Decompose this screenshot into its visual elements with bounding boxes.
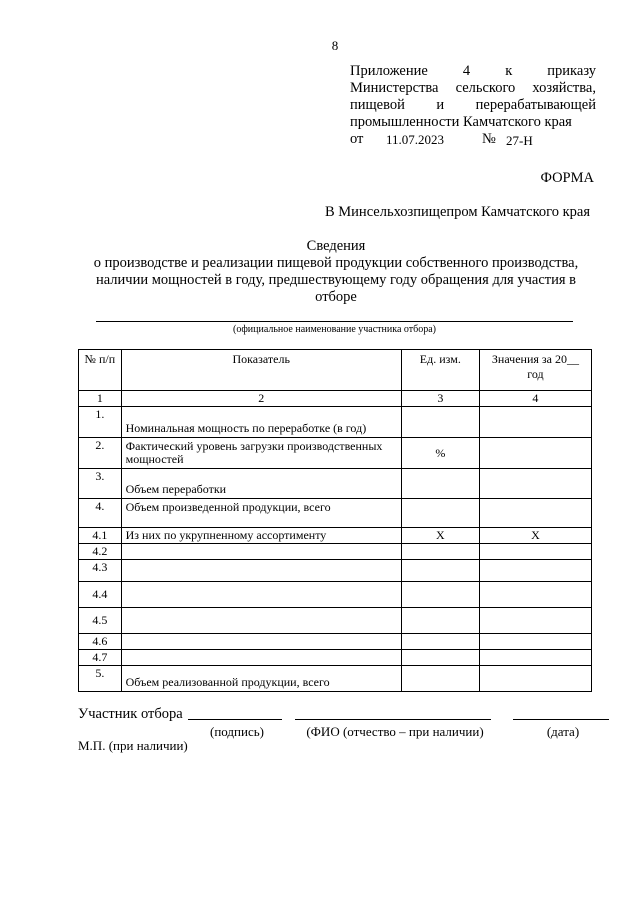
header-value: Значения за 20__ год: [479, 350, 591, 391]
row-unit-cell[interactable]: [401, 650, 479, 666]
row-value-cell[interactable]: [479, 634, 591, 650]
table-row: [79, 608, 592, 634]
order-number: 27-Н: [506, 133, 533, 148]
date-line[interactable]: [513, 719, 609, 720]
row-value-cell[interactable]: [479, 499, 591, 528]
order-number-label: №: [482, 131, 496, 147]
col-number-4: 4: [479, 391, 591, 407]
row-label[interactable]: [121, 650, 401, 666]
row-label: Объем реализованной продукции, всего: [121, 666, 401, 692]
col-number-2: 2: [121, 391, 401, 407]
table-row: [79, 634, 592, 650]
row-value-cell[interactable]: [479, 560, 591, 582]
row-number: 4.2: [79, 544, 122, 560]
signature-caption: (подпись): [210, 724, 264, 739]
header-indicator: Показатель: [121, 350, 401, 391]
table-row: [79, 582, 592, 608]
row-unit-cell[interactable]: [401, 499, 479, 528]
table-row: [79, 544, 592, 560]
row-unit-cell[interactable]: [401, 469, 479, 499]
row-label: Из них по укрупненному ассортименту: [121, 528, 401, 544]
row-value-cell[interactable]: [479, 544, 591, 560]
col-number-3: 3: [401, 391, 479, 407]
row-number: 4.7: [79, 650, 122, 666]
row-value-cell[interactable]: [479, 582, 591, 608]
participant-name-caption: (официальное наименование участника отбора): [232, 324, 436, 335]
header-number: № п/п: [79, 350, 122, 391]
appendix-line-3: пищевой и перерабатывающей: [350, 97, 596, 113]
appendix-line-4: промышленности Камчатского края: [350, 114, 572, 130]
title-line-2: наличии мощностей в году, предшествующему году обращения для участия в: [95, 272, 577, 288]
row-label[interactable]: [121, 634, 401, 650]
row-label[interactable]: [121, 608, 401, 634]
row-unit-cell[interactable]: [401, 608, 479, 634]
title-line-3: отборе: [315, 289, 357, 305]
row-label[interactable]: [121, 582, 401, 608]
order-date-number: [350, 131, 596, 149]
table-row: [79, 438, 592, 469]
row-unit-cell[interactable]: [401, 666, 479, 692]
row-unit-cell[interactable]: [401, 407, 479, 438]
table-numbering-row: [79, 391, 592, 407]
table-row: [79, 407, 592, 438]
form-label: ФОРМА: [540, 170, 594, 186]
row-unit-cell[interactable]: [401, 634, 479, 650]
row-unit-cell[interactable]: Х: [401, 528, 479, 544]
page-number: 8: [331, 38, 339, 53]
document-title: [76, 238, 596, 306]
fio-caption: (ФИО (отчество – при наличии): [306, 724, 484, 739]
row-number: 4.1: [79, 528, 122, 544]
row-number: 2.: [79, 438, 122, 469]
row-unit-cell[interactable]: [401, 544, 479, 560]
order-from-label: от: [350, 131, 364, 147]
row-value-cell[interactable]: [479, 608, 591, 634]
table-row: [79, 650, 592, 666]
row-unit-cell[interactable]: [401, 560, 479, 582]
row-number: 4.3: [79, 560, 122, 582]
title-heading: Сведения: [306, 238, 366, 254]
appendix-block: [350, 63, 596, 149]
row-value-cell[interactable]: [479, 666, 591, 692]
participant-name-line[interactable]: [96, 321, 573, 322]
row-label: Объем произведенной продукции, всего: [121, 499, 401, 528]
addressee: В Минсельхозпищепром Камчатского края: [324, 204, 590, 220]
row-number: 1.: [79, 407, 122, 438]
participant-label: Участник отбора: [78, 706, 183, 722]
row-label: Номинальная мощность по переработке (в год): [121, 407, 401, 438]
stamp-label: М.П. (при наличии): [78, 738, 188, 753]
table-row: [79, 528, 592, 544]
row-unit-cell[interactable]: %: [401, 438, 479, 469]
table-header-row: [79, 350, 592, 391]
row-number: 4.4: [79, 582, 122, 608]
row-number: 4.6: [79, 634, 122, 650]
row-label: Фактический уровень загрузки производственных мощностей: [121, 438, 401, 469]
table-row: [79, 499, 592, 528]
row-value-cell[interactable]: [479, 407, 591, 438]
order-date: 11.07.2023: [386, 132, 445, 147]
row-number: 4.5: [79, 608, 122, 634]
title-line-1: о производстве и реализации пищевой продукции собственного производства,: [93, 255, 579, 271]
row-label[interactable]: [121, 544, 401, 560]
row-number: 4.: [79, 499, 122, 528]
table-row: [79, 666, 592, 692]
table-row: [79, 560, 592, 582]
appendix-line-1: Приложение 4 к приказу: [350, 63, 596, 79]
row-label: Объем переработки: [121, 469, 401, 499]
row-number: 3.: [79, 469, 122, 499]
signature-line[interactable]: [188, 719, 282, 720]
row-label[interactable]: [121, 560, 401, 582]
header-unit: Ед. изм.: [401, 350, 479, 391]
row-value-cell[interactable]: Х: [479, 528, 591, 544]
col-number-1: 1: [79, 391, 122, 407]
date-caption: (дата): [546, 724, 580, 739]
row-value-cell[interactable]: [479, 650, 591, 666]
table-row: [79, 469, 592, 499]
row-value-cell[interactable]: [479, 469, 591, 499]
data-table: [78, 349, 592, 692]
row-unit-cell[interactable]: [401, 582, 479, 608]
row-value-cell[interactable]: [479, 438, 591, 469]
row-number: 5.: [79, 666, 122, 692]
appendix-line-2: Министерства сельского хозяйства,: [350, 80, 596, 96]
fio-line[interactable]: [295, 719, 491, 720]
signature-block: [78, 706, 611, 740]
